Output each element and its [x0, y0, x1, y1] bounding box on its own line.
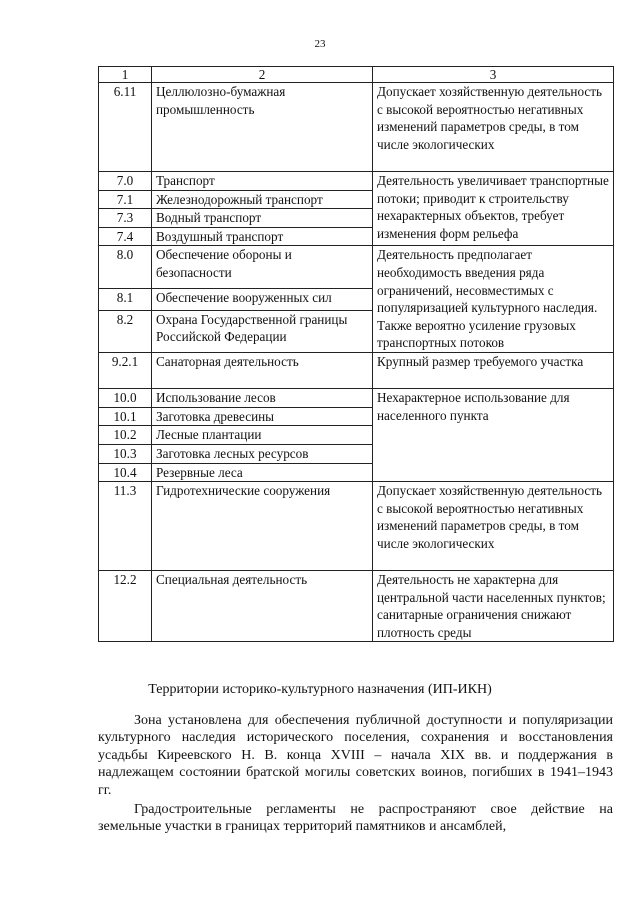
- table-row: [99, 172, 614, 191]
- regulations-paragraph: Градостроительные регламенты не распространяют свое действие на земельные участки в границах территорий памятников и ансамблей,: [98, 802, 613, 835]
- row-name: Лесные плантации: [152, 426, 373, 445]
- row-name: Обеспечение обороны и безопасности: [152, 246, 373, 288]
- row-code: 10.0: [99, 389, 152, 408]
- row-restriction-note: [373, 352, 614, 388]
- row-restriction-note: [373, 246, 614, 353]
- table-body: [99, 83, 614, 642]
- row-restriction-note: [373, 482, 614, 571]
- row-code: 10.3: [99, 444, 152, 463]
- row-name: Заготовка лесных ресурсов: [152, 444, 373, 463]
- row-code: 7.3: [99, 209, 152, 228]
- table-row: [99, 246, 614, 288]
- row-restriction-note: [373, 172, 614, 246]
- row-code: 8.1: [99, 288, 152, 310]
- restriction-note-text: Допускает хозяйственную деятельность с высокой вероятностью негативных изменений параметров среды, в том числе экологических: [377, 483, 603, 551]
- row-name: Специальная деятельность: [152, 571, 373, 642]
- table-row: [99, 389, 614, 408]
- restrictions-table: [98, 66, 614, 642]
- row-code: 7.0: [99, 172, 152, 191]
- row-code: 10.2: [99, 426, 152, 445]
- row-code: 12.2: [99, 571, 152, 642]
- header-col-1: 1: [99, 67, 152, 83]
- row-code: 9.2.1: [99, 352, 152, 388]
- restriction-note-text: Деятельность предполагает необходимость введения ряда ограничений, несовместимых с популяризацией культурного наследия. Также вероятно усиление грузовых транспортных потоков: [377, 247, 598, 351]
- row-name: Резервные леса: [152, 463, 373, 482]
- row-restriction-note: [373, 389, 614, 482]
- row-name: Обеспечение вооруженных сил: [152, 288, 373, 310]
- row-code: 10.4: [99, 463, 152, 482]
- table-row: [99, 482, 614, 571]
- table-header: [99, 67, 614, 83]
- row-name: Водный транспорт: [152, 209, 373, 228]
- row-name: Железнодорожный транспорт: [152, 190, 373, 209]
- table-row: [99, 352, 614, 388]
- row-name: Воздушный транспорт: [152, 227, 373, 246]
- row-restriction-note: [373, 571, 614, 642]
- row-code: 7.4: [99, 227, 152, 246]
- row-code: 7.1: [99, 190, 152, 209]
- row-name: Гидротехнические сооружения: [152, 482, 373, 571]
- row-name: Целлюлозно-бумажная промышленность: [152, 83, 373, 172]
- table-row: [99, 83, 614, 172]
- row-code: 6.11: [99, 83, 152, 172]
- row-name: Заготовка древесины: [152, 407, 373, 426]
- row-code: 10.1: [99, 407, 152, 426]
- restriction-note-text: Крупный размер требуемого участка: [377, 353, 584, 369]
- header-col-2: 2: [152, 67, 373, 83]
- restriction-note-text: Допускает хозяйственную деятельность с высокой вероятностью негативных изменений параметров среды, в том числе экологических: [377, 84, 603, 152]
- table-row: [99, 571, 614, 642]
- row-code: 8.2: [99, 310, 152, 352]
- section-title: Территории историко-культурного назначения (ИП-ИКН): [148, 682, 492, 697]
- row-name: Транспорт: [152, 172, 373, 191]
- row-name: Использование лесов: [152, 389, 373, 408]
- page-number: 23: [314, 38, 326, 50]
- row-code: 11.3: [99, 482, 152, 571]
- zone-description-paragraph: Зона установлена для обеспечения публичной доступности и популяризации культурного наследия исторического поселения, сохранения и восстановления усадьбы Киреевского Н. В. конца XVIII – начала XIX вв. и поддержания в надлежащем состоянии братской могилы советских воинов, погибших в 1941–1943 гг.: [98, 713, 613, 798]
- header-col-3: 3: [373, 67, 614, 83]
- restriction-note-text: Деятельность не характерна для центральной части населенных пунктов; санитарные ограничения снижают плотность среды: [377, 572, 606, 640]
- row-name: Санаторная деятельность: [152, 352, 373, 388]
- restriction-note-text: Деятельность увеличивает транспортные потоки; приводит к строительству нехарактерных объектов, требует изменения форм рельефа: [377, 173, 609, 241]
- row-code: 8.0: [99, 246, 152, 288]
- restriction-note-text: Нехарактерное использование для населенного пункта: [377, 390, 570, 423]
- row-name: Охрана Государственной границы Российской Федерации: [152, 310, 373, 352]
- row-restriction-note: [373, 83, 614, 172]
